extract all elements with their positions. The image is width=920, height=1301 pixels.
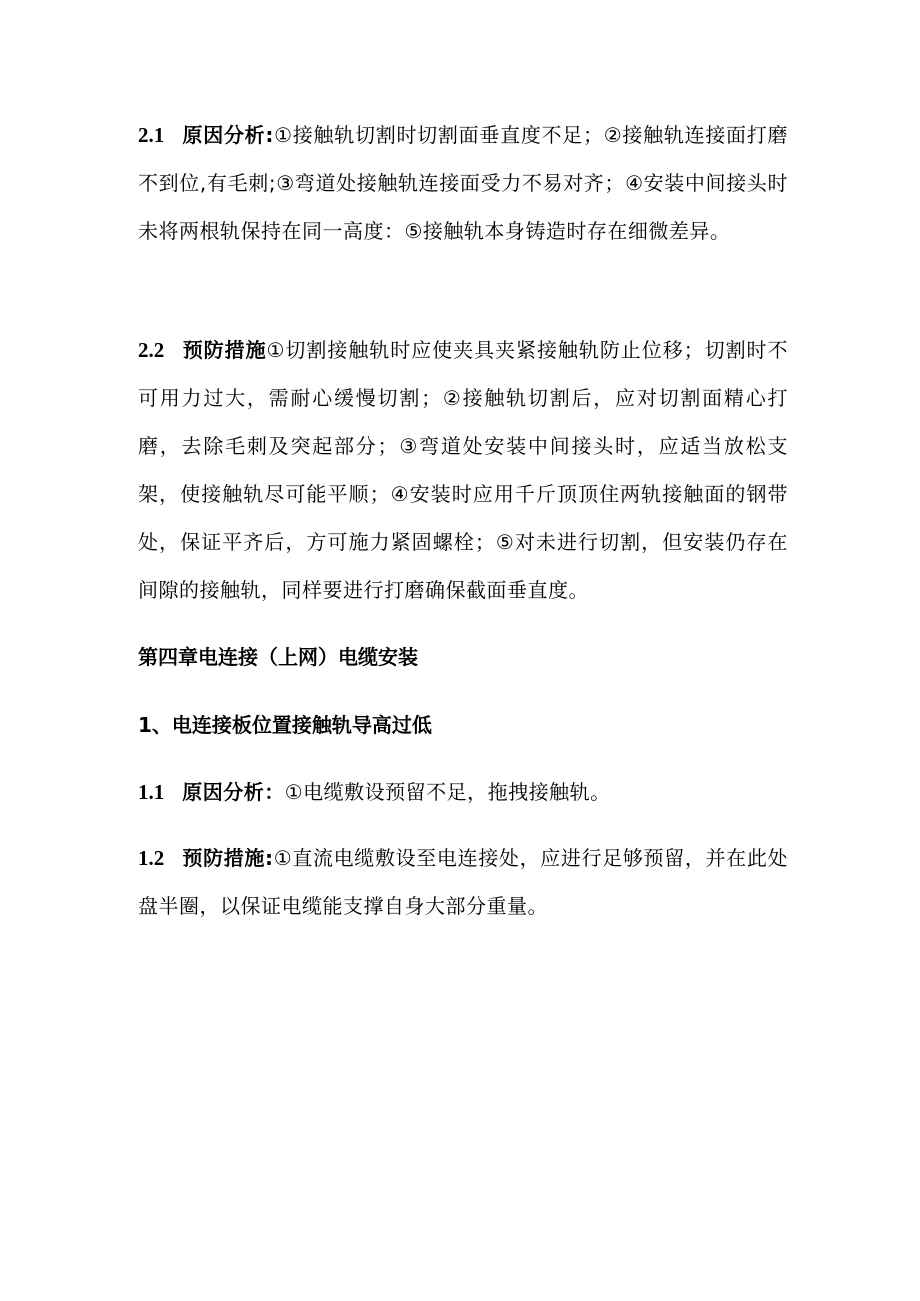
section-2-2-label: 预防措施 bbox=[182, 338, 267, 362]
section-1-2-paragraph bbox=[138, 834, 788, 930]
section-2-2-number: 2.2 bbox=[138, 338, 165, 362]
section-1-2-text: ①直流电缆敷设至电连接处，应进行足够预留，并在此处盘半圈，以保证电缆能支撑自身大部分重量。 bbox=[138, 846, 789, 918]
section-2-1-label: 原因分析: bbox=[182, 123, 274, 147]
section-2-2-paragraph bbox=[138, 326, 788, 614]
section-1-title: 1、电连接板位置接触轨导高过低 bbox=[138, 713, 432, 737]
section-2-1-text: ①接触轨切割时切割面垂直度不足；②接触轨连接面打磨不到位,有毛刺;③弯道处接触轨连接面受力不易对齐；④安装中间接头时未将两根轨保持在同一高度：⑤接触轨本身铸造时存在细微差异。 bbox=[138, 123, 789, 243]
section-2-2-text: ①切割接触轨时应使夹具夹紧接触轨防止位移；切割时不可用力过大，需耐心缓慢切割；②接触轨切割后，应对切割面精心打磨，去除毛刺及突起部分；③弯道处安装中间接头时，应适当放松支架，使接触轨尽可能平顺；④安装时应用千斤顶顶住两轨接触面的钢带处，保证平齐后，方可施力紧固螺栓；⑤对未进行切割，但安装仍存在间隙的接触轨，同样要进行打磨确保截面垂直度。 bbox=[138, 338, 788, 602]
section-1-1-label: 原因分析： bbox=[182, 780, 285, 804]
section-2-1-paragraph bbox=[138, 111, 788, 255]
section-2-1-number: 2.1 bbox=[138, 123, 165, 147]
section-1-1-number: 1.1 bbox=[138, 780, 165, 804]
chapter-4-title: 第四章电连接（上网）电缆安装 bbox=[138, 645, 418, 669]
section-1-2-label: 预防措施: bbox=[182, 846, 274, 870]
section-1-1-text: ①电缆敷设预留不足，拖拽接触轨。 bbox=[284, 780, 611, 804]
section-1-2-number: 1.2 bbox=[138, 846, 165, 870]
section-1-1-paragraph bbox=[138, 768, 788, 816]
